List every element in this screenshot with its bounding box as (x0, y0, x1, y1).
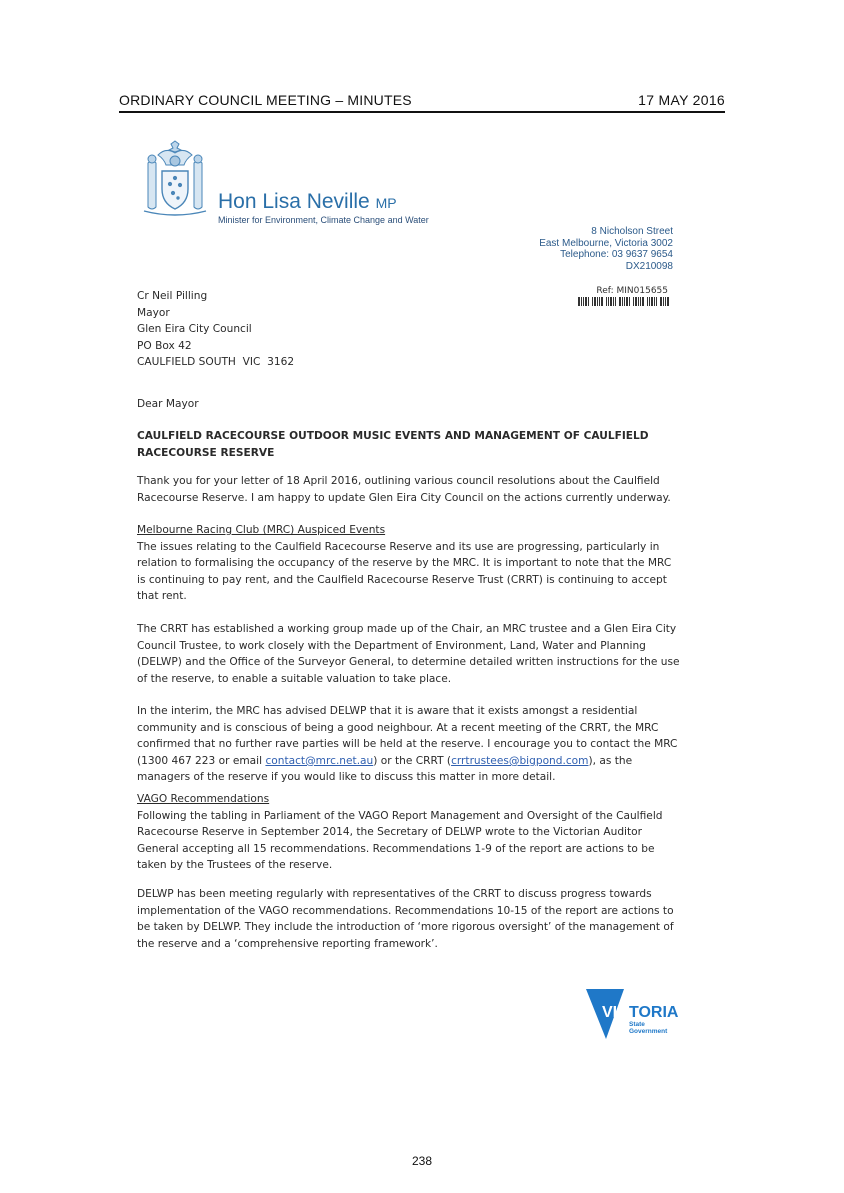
address-line: 8 Nicholson Street (591, 226, 673, 237)
logo-word-white: VIC (602, 1004, 629, 1021)
paragraph: Following the tabling in Parliament of the VAGO Report Management and Oversight of the Caulfield Racecourse Reserve in September 2014, the Secretary of DELWP wrote to the Victorian Auditor General accepting all 15 recommendations. Recommendations 1-9 of the report are actions to be taken by the Trustees of the reserve. (137, 809, 663, 872)
intro-paragraph: Thank you for your letter of 18 April 2016, outlining various council resolutions about the Caulfield Racecourse Reserve. I am happy to update Glen Eira City Council on the actions currently underway. (137, 475, 671, 504)
page-header (119, 92, 725, 113)
paragraph-contact (137, 703, 682, 786)
logo-word: TORIA (629, 1004, 678, 1021)
reference-number: Ref: MIN015655 (596, 286, 668, 296)
minister-title: Minister for Environment, Climate Change and Water (218, 215, 429, 225)
page-number: 238 (411, 1154, 433, 1168)
victoria-coat-of-arms-icon (138, 137, 212, 219)
minister-name (218, 190, 397, 214)
recipient-address (137, 288, 682, 371)
section-heading: Melbourne Racing Club (MRC) Auspiced Events (137, 524, 386, 536)
sender-address (539, 226, 673, 272)
minister-suffix: MP (375, 195, 397, 211)
salutation: Dear Mayor (137, 398, 199, 410)
minister-name-text: Hon Lisa Neville (218, 190, 370, 213)
address-line: Telephone: 03 9637 9654 (560, 249, 673, 260)
recipient-line: Cr Neil Pilling (137, 290, 208, 302)
paragraph: The issues relating to the Caulfield Racecourse Reserve and its use are progressing, particularly in relation to formalising the occupancy of the reserve by the MRC. It is important to note that the MRC is continuing to pay rent, and the Caulfield Racecourse Reserve Trust (CRRT) is continuing to accept that rent. (137, 540, 672, 603)
recipient-line: Mayor (137, 306, 170, 319)
logo-line2: Government (629, 1028, 668, 1035)
paragraph: The CRRT has established a working group made up of the Chair, an MRC trustee and a Glen Eira City Council Trustee, to work closely with the Department of Environment, Land, Water and Planning (DELWP) and the Office of the Surveyor General, to determine detailed written instructions for the use of the reserve, to enable a suitable valuation to take place. (137, 623, 680, 685)
paragraph-text: ), as the managers of the reserve if you would like to discuss this matter in more detail. (137, 754, 633, 784)
recipient-line: CAULFIELD SOUTH VIC 3162 (137, 356, 295, 369)
header-date: 17 MAY 2016 (638, 92, 725, 108)
letter-subject: CAULFIELD RACECOURSE OUTDOOR MUSIC EVENTS AND MANAGEMENT OF CAULFIELD RACECOURSE RESERVE (137, 430, 649, 459)
section-vago (137, 791, 682, 874)
paragraph-text: In the interim, the MRC has advised DELWP that it is aware that it exists amongst a residential community and is conscious of being a good neighbour. At a recent meeting of the CRRT, the MRC confirmed that no further rave parties will be held at the reserve. I encourage you to contact the MRC (1300 467 223 or email (137, 705, 678, 767)
crrt-email-link[interactable]: crrtrustees@bigpond.com (451, 754, 589, 767)
header-title: ORDINARY COUNCIL MEETING – MINUTES (119, 92, 412, 108)
mrc-email-link[interactable]: contact@mrc.net.au (265, 754, 374, 767)
address-line: East Melbourne, Victoria 3002 (539, 237, 673, 249)
paragraph: DELWP has been meeting regularly with representatives of the CRRT to discuss progress towards implementation of the VAGO recommendations. Recommendations 10-15 of the report are actions to be taken by DELWP. They include the introduction of ‘more rigorous oversight’ of the management of the reserve and a ‘comprehensive reporting framework’. (137, 888, 674, 950)
recipient-line: PO Box 42 (137, 339, 192, 352)
paragraph-text: ) or the CRRT ( (373, 754, 452, 767)
section-mrc (137, 522, 682, 605)
logo-line1: State (629, 1021, 645, 1028)
victoria-state-government-logo (586, 987, 678, 1041)
address-line: DX210098 (625, 260, 673, 272)
recipient-line: Glen Eira City Council (137, 323, 252, 336)
section-heading: VAGO Recommendations (137, 793, 270, 805)
